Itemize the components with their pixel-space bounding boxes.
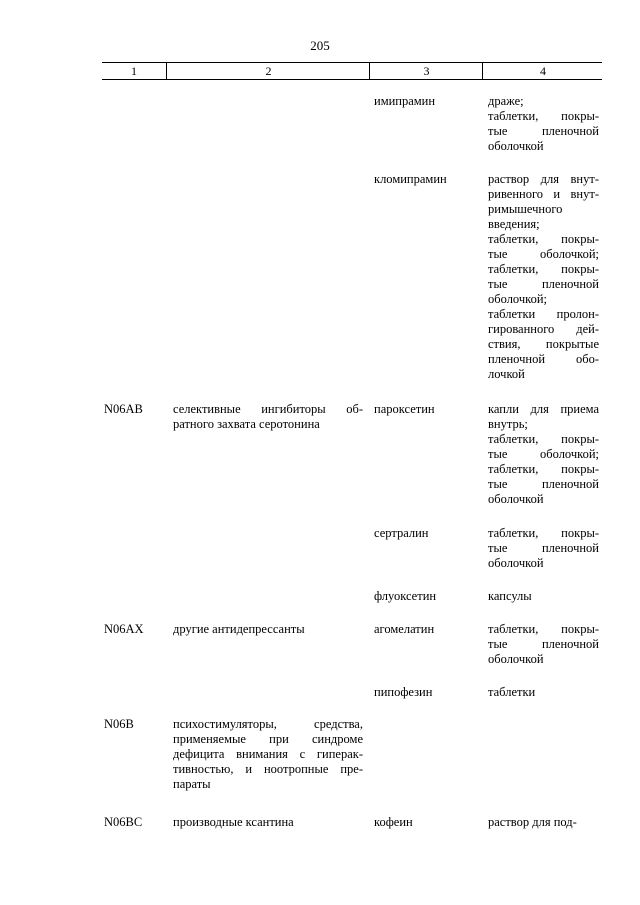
dosage-forms [488,526,599,571]
group-name [173,402,363,432]
drug-name: пипофезин [374,685,433,699]
dosage-form-line: римышечного [488,202,563,216]
drug-name: агомелатин [374,622,435,636]
dosage-forms [488,622,599,667]
group-name-line: дефицита внимания с гиперак- [173,747,363,761]
dosage-form-line: таблетки, покры- [488,526,599,540]
column-header-4: 4 [482,63,603,79]
dosage-form-line: тые оболочкой; [488,247,599,261]
dosage-form-line: оболочкой; [488,292,547,306]
dosage-form-line: капсулы [488,589,532,603]
group-name [173,717,363,792]
dosage-forms [488,685,599,700]
dosage-form-line: таблетки, покры- [488,462,599,476]
group-name-line: селективные ингибиторы об- [173,402,363,416]
drug-name: сертралин [374,526,429,540]
dosage-form-line: таблетки, покры- [488,262,599,276]
dosage-form-line: лочкой [488,367,525,381]
dosage-form-line: тые пленочной [488,637,599,651]
dosage-form-line: оболочкой [488,492,544,506]
drug-name: флуоксетин [374,589,437,603]
dosage-form-line: ствия, покрытые [488,337,599,351]
dosage-form-line: оболочкой [488,652,544,666]
dosage-form-line: пленочной обо- [488,352,599,366]
dosage-form-line: драже; [488,94,524,108]
dosage-form-line: раствор для под- [488,815,577,829]
dosage-forms [488,402,599,507]
column-header-1: 1 [131,64,137,78]
group-name-line: ратного захвата серотонина [173,417,320,431]
dosage-form-line: таблетки [488,685,536,699]
dosage-form-line: тые пленочной [488,124,599,138]
dosage-forms [488,94,599,154]
drug-name: имипрамин [374,94,436,108]
dosage-form-line: раствор для внут- [488,172,599,186]
dosage-form-line: таблетки, покры- [488,432,599,446]
dosage-form-line: ривенного и внут- [488,187,599,201]
dosage-form-line: таблетки, покры- [488,232,599,246]
dosage-forms [488,172,599,382]
dosage-form-line: гированного дей- [488,322,599,336]
dosage-form-line: введения; [488,217,540,231]
group-name [173,622,363,637]
dosage-form-line: оболочкой [488,556,544,570]
group-name-line: тивностью, и ноотропные пре- [173,762,363,776]
group-name-line: применяемые при синдроме [173,732,363,746]
column-header-3: 3 [369,63,483,79]
atc-code: N06AB [104,402,143,416]
dosage-form-line: капли для приема [488,402,599,416]
column-header-2: 2 [166,63,370,79]
drug-name: пароксетин [374,402,435,416]
dosage-form-line: тые пленочной [488,541,599,555]
group-name-line: параты [173,777,211,791]
dosage-form-line: тые пленочной [488,277,599,291]
dosage-form-line: таблетки, покры- [488,622,599,636]
group-name [173,815,363,830]
dosage-form-line: тые пленочной [488,477,599,491]
dosage-forms [488,815,599,830]
drug-name: кломипрамин [374,172,447,186]
dosage-form-line: тые оболочкой; [488,447,599,461]
dosage-form-line: таблетки, покры- [488,109,599,123]
dosage-form-line: внутрь; [488,417,528,431]
dosage-forms [488,589,599,604]
group-name-line: производные ксантина [173,815,294,829]
group-name-line: психостимуляторы, средства, [173,717,363,731]
table-header [102,62,602,80]
atc-code: N06AX [104,622,144,636]
atc-code: N06B [104,717,134,731]
drug-name: кофеин [374,815,413,829]
page-number: 205 [310,38,330,53]
dosage-form-line: оболочкой [488,139,544,153]
atc-code: N06BC [104,815,143,829]
dosage-form-line: таблетки пролон- [488,307,599,321]
group-name-line: другие антидепрессанты [173,622,305,636]
